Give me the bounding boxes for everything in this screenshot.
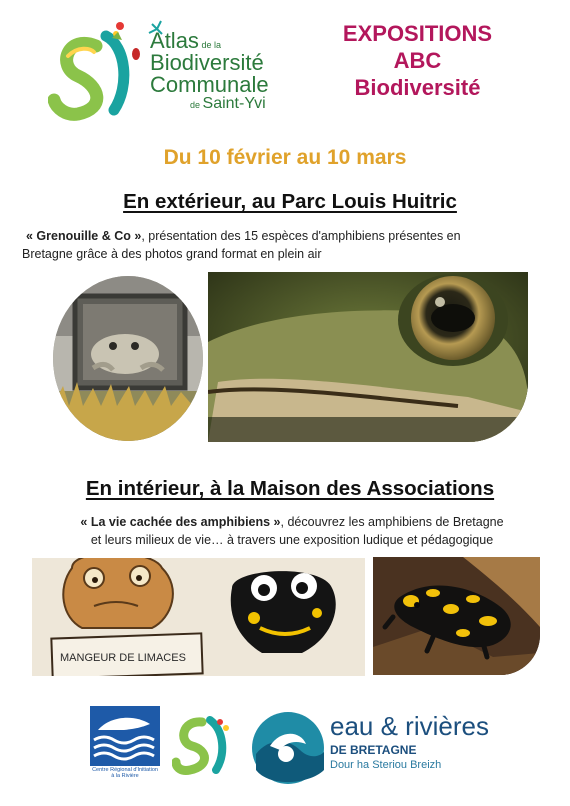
toad-frame-photo [53, 276, 203, 441]
logo-cap-a: A [150, 28, 165, 53]
title-line-3: Biodiversité [354, 75, 481, 100]
eau-line1: eau & rivières [330, 711, 489, 741]
cartoon-sign-text: MANGEUR DE LIMACES [60, 652, 186, 664]
outdoor-expo-name: « Grenouille & Co » [26, 229, 142, 243]
atlas-logo-text [150, 30, 269, 112]
title-line-2: ABC [393, 48, 442, 73]
eau-line2: DE BRETAGNE [330, 743, 417, 757]
exhibition-dates: Du 10 février au 10 mars [163, 146, 407, 169]
logo-rest-1: tlas [164, 28, 199, 53]
logo-rest-3: ommunale [165, 72, 269, 97]
outdoor-desc-line2: Bretagne grâce à des photos grand format en plein air [22, 247, 322, 261]
crir-caption: Centre Régional d'Initiation à la Rivière [92, 767, 158, 779]
logo-small-1: de la [198, 40, 221, 50]
cartoon-amphibians-photo [32, 558, 365, 676]
eau-rivieres-logo [250, 710, 326, 786]
section-outdoor-description [22, 227, 562, 263]
outdoor-desc-line1: , présentation des 15 espèces d'amphibiens présentes en [141, 229, 461, 243]
section-outdoor-title: En extérieur, au Parc Louis Huitric [123, 190, 457, 213]
indoor-desc-line1: , découvrez les amphibiens de Bretagne [280, 515, 504, 529]
logo-cap-b: B [150, 50, 165, 75]
logo-rest-2: iodiversité [164, 50, 264, 75]
eau-rivieres-text [330, 713, 489, 771]
indoor-expo-name: « La vie cachée des amphibiens » [80, 515, 281, 529]
eau-line3: Dour ha Steriou Breizh [330, 759, 442, 771]
indoor-desc-line2: et leurs milieux de vie… à travers une exposition ludique et pédagogique [90, 533, 494, 547]
frog-eye-photo [208, 272, 528, 442]
logo-small-4: de [190, 100, 203, 110]
section-indoor-description [22, 513, 562, 549]
title-line-1: EXPOSITIONS [342, 21, 493, 46]
section-indoor-title: En intérieur, à la Maison des Associations [85, 477, 495, 500]
logo-rest-4: Saint-Yvi [202, 95, 266, 112]
expositions-title [310, 20, 525, 101]
fire-salamander-photo [373, 557, 540, 675]
abc-small-logo [172, 712, 238, 778]
logo-cap-c: C [150, 72, 166, 97]
